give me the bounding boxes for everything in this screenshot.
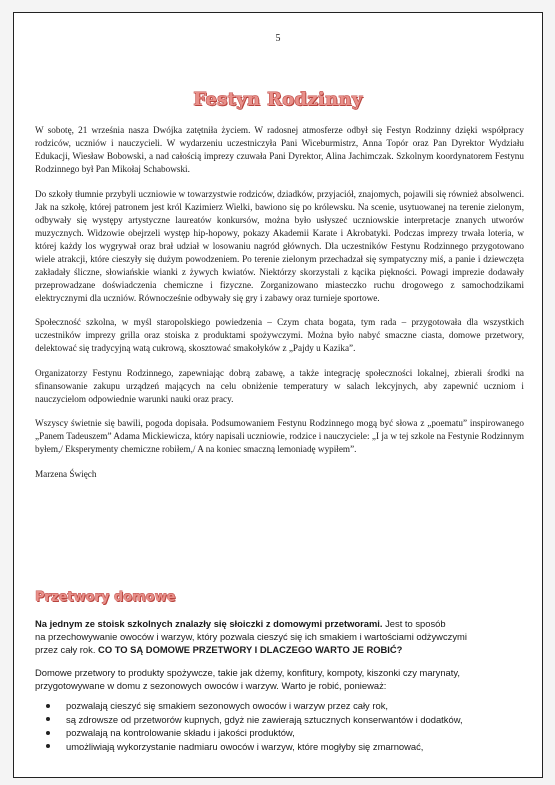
section-intro-line: na przechowywanie owoców i warzyw, który pozwala cieszyć się ich smakiem i wartościami odżywczymi xyxy=(35,631,467,642)
intro-question: CO TO SĄ DOMOWE PRZETWORY I DLACZEGO WARTO JE ROBIĆ? xyxy=(98,644,403,655)
article-title: Festyn Rodzinny xyxy=(193,89,363,110)
list-item xyxy=(44,726,524,740)
article-paragraph: Do szkoły tłumnie przybyli uczniowie w towarzystwie rodziców, dziadków, przyjaciół, znajomych, pojawili się również absolwenci. Jak na szkołę, której patronem jest król Kazimierz Wielki, bawiono się po królewsku. Na scenie, usytuowanej na terenie zielonym, odbywały się występy artystyczne laureatów konkursów, można było usłyszeć uczniowskie interpretacje znanych utworów muzycznych. Widzowie obejrzeli występ hip-hopowy, pokazy Akademii Karate i Akrobatyki. Podczas imprezy trwała loteria, w której każdy los wygrywał oraz brał udział w losowaniu nagród głównych. Dla uczestników Festynu Rodzinnego przygotowano wiele atrakcji, które cieszyły się dużym powodzeniem. Po terenie zielonym przechadzał się sympatyczny miś, a panie i dziewczęta zakładały śliczne, słowiańskie wianki z żywych kwiatów. Niektórzy skorzystali z kącika piękności. Powagi imprezie dodawały przeprowadzane doświadczenia chemiczne i fizyczne. Zorganizowano miasteczko ruchu drogowego z samochodzikami elektrycznymi dla uczniów. Równocześnie odbywały się gry i zabawy oraz turnieje sportowe. xyxy=(35,188,524,303)
section-paragraph-line: Domowe przetwory to produkty spożywcze, takie jak dżemy, konfitury, kompoty, kiszonki czy marynaty, xyxy=(35,667,460,678)
page-number: 5 xyxy=(275,33,281,44)
list-item-text: umożliwiają wykorzystanie nadmiaru owoców i warzyw, które mogłyby się zmarnować, xyxy=(66,740,424,752)
section-paragraph-line: przygotowywane w domu z sezonowych owoców i warzyw. Warto je robić, ponieważ: xyxy=(35,680,387,691)
author-signature: Marzena Święch xyxy=(35,468,97,479)
list-item xyxy=(44,713,524,727)
section-intro-line xyxy=(35,643,524,656)
bullet-icon xyxy=(46,744,50,748)
list-item-text: pozwalają na kontrolowanie składu i jakości produktów, xyxy=(66,727,295,738)
document-page xyxy=(13,12,543,778)
section-intro xyxy=(35,617,524,656)
article-paragraph: Społeczność szkolna, w myśl staropolskiego powiedzenia – Czym chata bogata, tym rada – przygotowała dla wszystkich uczestników imprezy grilla oraz stoiska z produktami spożywczymi. Można było nabyć smaczne ciasta, domowe przetwory, delektować się tradycyjną watą cukrową, skosztować smakołyków z „Pajdy u Kazika”. xyxy=(35,317,524,353)
article-paragraph: Organizatorzy Festynu Rodzinnego, zapewniając dobrą zabawę, a także integrację społeczności lokalnej, zbierali środki na sfinansowanie zakupu urządzeń mających na celu obniżenie temperatury w salach lekcyjnych, aby zapewnić uczniom i nauczycielom odpowiednie warunki nauki oraz pracy. xyxy=(35,367,524,404)
intro-text: Jest to sposób xyxy=(382,618,446,629)
bullet-icon xyxy=(46,731,50,735)
article-paragraph: Wszyscy świetnie się bawili, pogoda dopisała. Podsumowaniem Festynu Rodzinnego mogą być słowa z „poematu” inspirowanego „Panem Tadeuszem” Adama Mickiewicza, który napisali uczniowie, rodzice i nauczyciele: „I ja w tej szkole na Festynie Rodzinnym byłem,/ Eksperymenty chemiczne robiłem,/ A na koniec smaczną lemoniadę wypiłem”. xyxy=(35,418,524,454)
article-body xyxy=(35,124,524,492)
article-paragraph: W sobotę, 21 września nasza Dwójka zatętniła życiem. W radosnej atmosferze odbył się Festyn Rodzinny dzięki współpracy rodziców, uczniów i nauczycieli. W wydarzeniu uczestniczyła Pani Wiceburmistrz, Anna Topór oraz Pan Dyrektor Wydziału Edukacji, Wiesław Bobowski, a nad całością imprezy czuwała Pani Dyrektor, Alina Jachimczak. Szkolnym koordynatorem Festynu Rodzinnego był Pan Mikołaj Schabowski. xyxy=(35,125,524,174)
bullet-icon xyxy=(46,704,50,708)
reasons-list xyxy=(44,699,524,753)
section-title: Przetwory domowe xyxy=(35,590,176,605)
list-item xyxy=(44,699,524,713)
bullet-icon xyxy=(46,717,50,721)
list-item xyxy=(44,740,524,754)
list-item-text: pozwalają cieszyć się smakiem sezonowych owoców i warzyw przez cały rok, xyxy=(66,700,388,711)
intro-bold-text: Na jednym ze stoisk szkolnych znalazły się słoiczki z domowymi przetworami. xyxy=(35,618,383,629)
section-intro-line xyxy=(35,617,524,630)
list-item-text: są zdrowsze od przetworów kupnych, gdyż nie zawierają sztucznych konserwantów i dodatków, xyxy=(66,713,463,725)
section-paragraph xyxy=(35,666,524,692)
intro-text: przez cały rok. xyxy=(35,644,99,655)
